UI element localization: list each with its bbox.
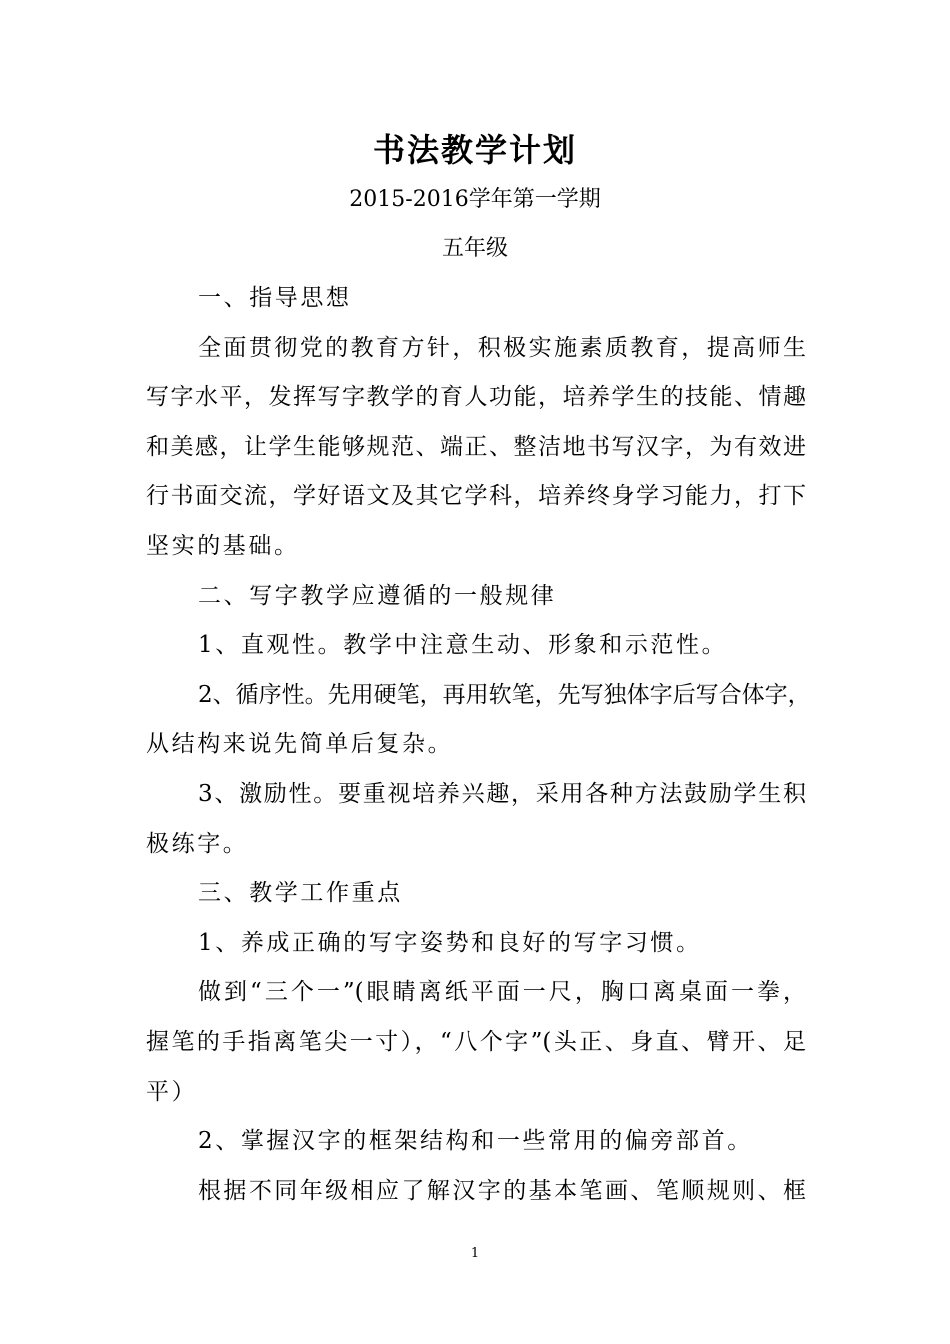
document-body [146,274,811,1216]
document-grade: 五年级 [441,236,508,261]
text-line: 一、指导思想 [198,285,352,311]
text-line: 平） [146,1078,198,1105]
text-line: 行书面交流，学好语文及其它学科，培养终身学习能力，打下 [146,483,806,510]
text-line: 1、养成正确的写字姿势和良好的写字习惯。 [198,929,702,956]
text-line: 1、直观性。教学中注意生动、形象和示范性。 [198,632,728,659]
text-line: 从结构来说先简单后复杂。 [146,731,454,758]
text-line: 全面贯彻党的教育方针，积极实施素质教育，提高师生 [198,334,806,361]
document-title: 书法教学计划 [372,131,577,169]
text-line: 二、写字教学应遵循的一般规律 [198,582,557,609]
text-line: 2、掌握汉字的框架结构和一些常用的偏旁部首。 [198,1128,753,1155]
text-line: 2、循序性。先用硬笔，再用软笔，先写独体字后写合体字， [198,681,811,708]
text-line: 3、激励性。要重视培养兴趣，采用各种方法鼓励学生积 [198,780,806,807]
text-line: 极练字。 [146,830,249,857]
document-term: 2015-2016学年第一学期 [349,187,601,212]
text-line: 做到“三个一”(眼睛离纸平面一尺，胸口离桌面一拳， [198,979,806,1006]
page-number: 1 [470,1246,480,1261]
text-line: 三、教学工作重点 [198,880,403,907]
text-line: 握笔的手指离笔尖一寸），“八个字”(头正、身直、臂开、足 [146,1028,806,1055]
text-line: 根据不同年级相应了解汉字的基本笔画、笔顺规则、框 [198,1177,806,1204]
text-line: 和美感，让学生能够规范、端正、整洁地书写汉字，为有效进 [146,433,806,460]
text-line: 写字水平，发挥写字教学的育人功能，培养学生的技能、情趣 [146,384,806,411]
text-line: 坚实的基础。 [146,532,300,559]
